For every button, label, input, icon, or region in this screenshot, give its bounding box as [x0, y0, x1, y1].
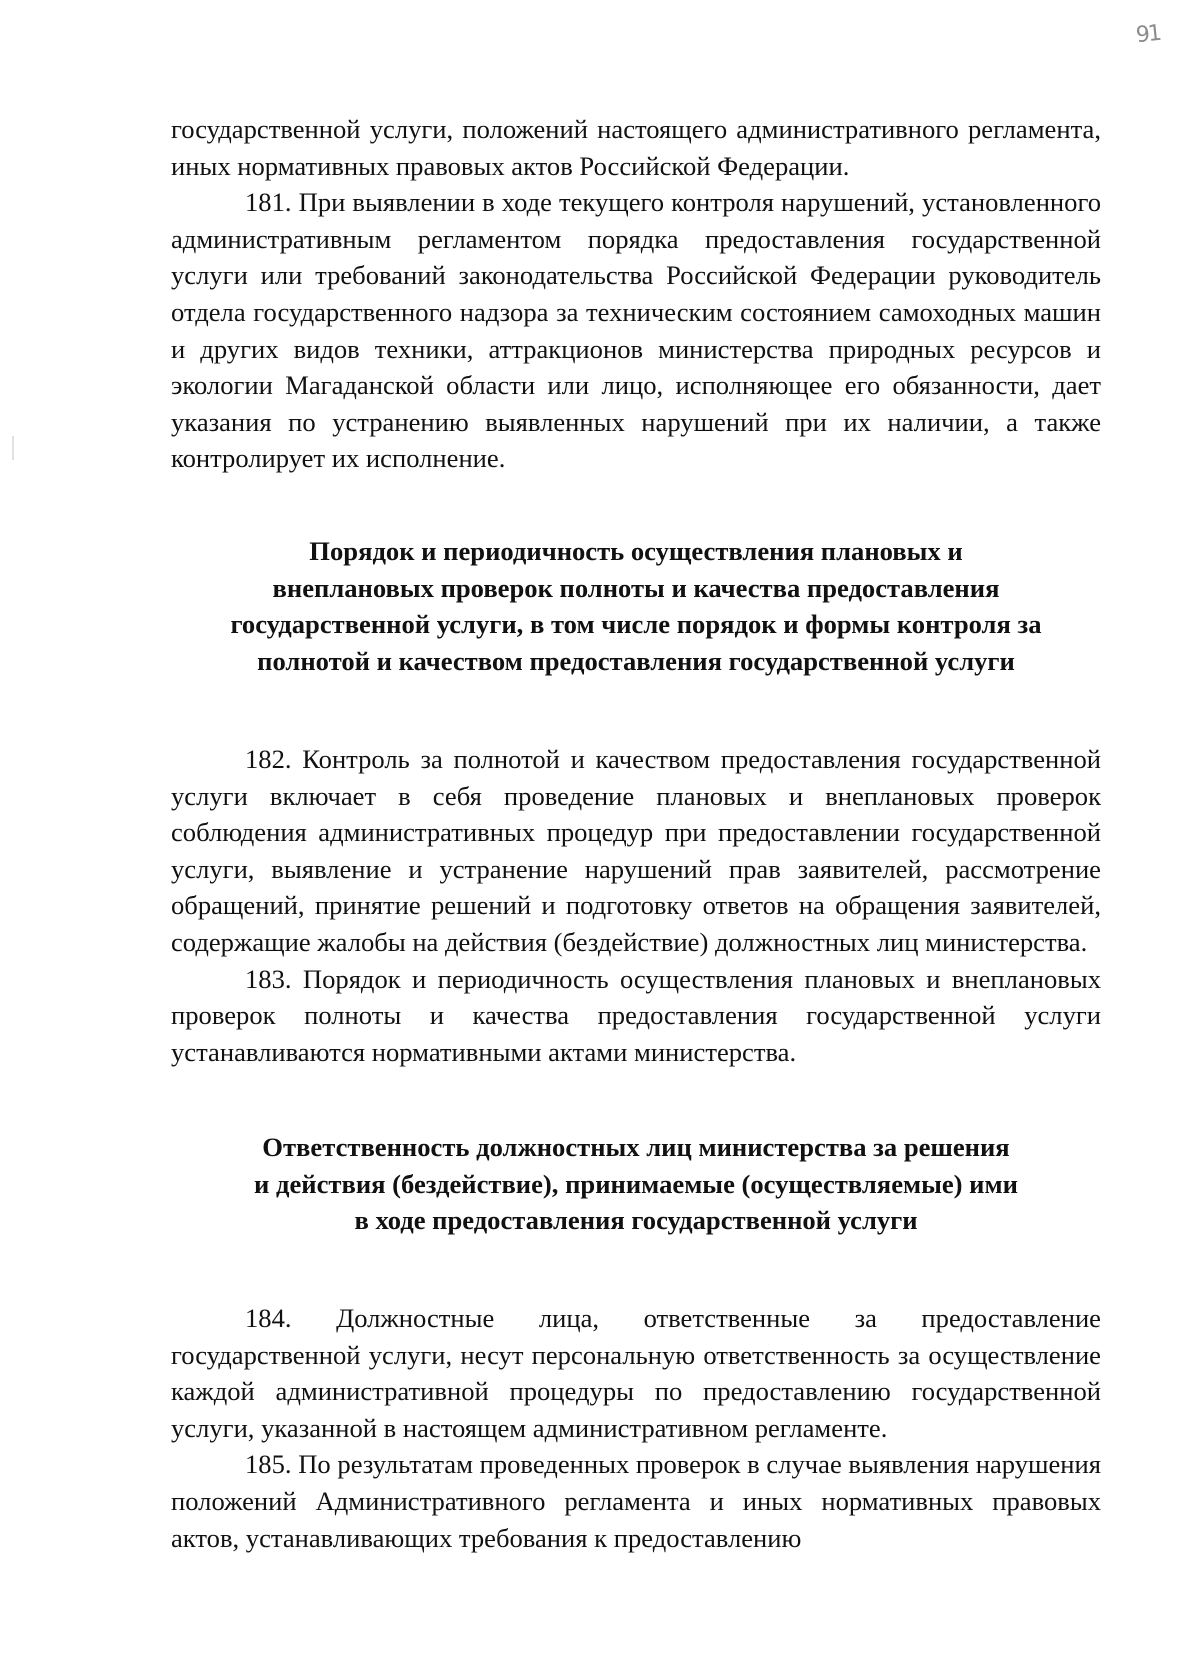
heading-line: полнотой и качеством предоставления государственной услуги — [257, 645, 1015, 676]
page-number-mark: 91 — [1134, 20, 1162, 49]
paragraph-continuation: государственной услуги, положений настоящего административного регламента, иных нормативных правовых актов Российской Федерации. — [171, 114, 1101, 181]
section-body-inspections — [171, 741, 1101, 1070]
heading-line: государственной услуги, в том числе порядок и формы контроля за — [230, 609, 1042, 640]
heading-line: в ходе предоставления государственной услуги — [354, 1205, 918, 1236]
heading-line: и действия (бездействие), принимаемые (осуществляемые) ими — [254, 1168, 1018, 1199]
section-body-top — [171, 111, 1101, 477]
heading-line: Порядок и периодичность осуществления плановых и — [309, 536, 963, 566]
paragraph-185: 185. По результатам проведенных проверок в случае выявления нарушения положений Административного регламента и иных нормативных правовых актов, устанавливающих требования к предоставлению — [171, 1449, 1101, 1553]
heading-line: Ответственность должностных лиц министерства за решения — [262, 1132, 1010, 1162]
paragraph-182: 182. Контроль за полнотой и качеством предоставления государственной услуги включает в себя проведение плановых и внеплановых проверок соблюдения административных процедур при предоставлении государственной услуги, выявление и устранение нарушений прав заявителей, рассмотрение обращений, принятие решений и подготовку ответов на обращения заявителей, содержащие жалобы на действия (бездействие) должностных лиц министерства. — [171, 744, 1101, 957]
paragraph-183: 183. Порядок и периодичность осуществления плановых и внеплановых проверок полноты и качества предоставления государственной услуги устанавливаются нормативными актами министерства. — [171, 963, 1101, 1067]
section-heading-responsibility — [171, 1129, 1101, 1239]
section-body-responsibility — [171, 1300, 1101, 1556]
scan-artifact — [12, 436, 14, 460]
paragraph-184: 184. Должностные лица, ответственные за предоставление государственной услуги, несут персональную ответственность за осуществление каждой административной процедуры по предоставлению государственной услуги, указанной в настоящем административном регламенте. — [171, 1303, 1101, 1443]
section-heading-inspections — [171, 533, 1101, 679]
heading-line: внеплановых проверок полноты и качества предоставления — [272, 572, 1000, 603]
paragraph-181: 181. При выявлении в ходе текущего контроля нарушений, установленного административным регламентом порядка предоставления государственной услуги или требований законодательства Российской Федерации руководитель отдела государственного надзора за техническим состоянием самоходных машин и других видов техники, аттракционов министерства природных ресурсов и экологии Магаданской области или лицо, исполняющее его обязанности, дает указания по устранению выявленных нарушений при их наличии, а также контролирует их исполнение. — [171, 187, 1101, 474]
